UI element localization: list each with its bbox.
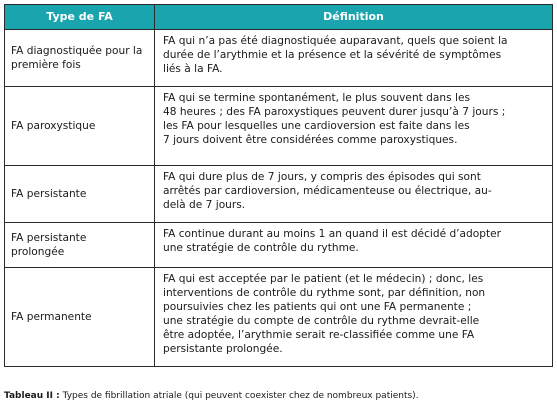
table-header-row	[5, 5, 553, 30]
table-caption	[4, 390, 419, 402]
definition-line: 7 jours doivent être considérées comme paroxystiques.	[163, 134, 458, 146]
table-row	[5, 268, 553, 367]
definition-line: 48 heures ; des FA paroxystiques peuvent durer jusqu’à 7 jours ;	[163, 106, 506, 118]
type-line: FA paroxystique	[11, 120, 96, 132]
definition-line: FA qui est acceptée par le patient (et le médecin) ; donc, les	[163, 273, 484, 285]
definition-line: les FA pour lesquelles une cardioversion est faite dans les	[163, 120, 470, 132]
type-line: FA diagnostiquée pour la	[11, 45, 143, 57]
definition-line: interventions de contrôle du rythme sont, par définition, non	[163, 287, 486, 299]
type-cell	[5, 30, 155, 87]
table-row	[5, 87, 553, 166]
definition-line: FA qui n’a pas été diagnostiquée auparavant, quels que soient la	[163, 35, 508, 47]
definition-cell	[155, 30, 553, 87]
af-types-table-container	[4, 4, 552, 367]
definition-line: FA qui se termine spontanément, le plus souvent dans les	[163, 92, 470, 104]
type-line: FA permanente	[11, 311, 92, 323]
type-cell	[5, 223, 155, 268]
definition-line: liés à la FA.	[163, 63, 223, 75]
type-cell	[5, 166, 155, 223]
definition-line: delà de 7 jours.	[163, 199, 246, 211]
af-types-table	[4, 4, 553, 367]
definition-line: une stratégie du compte de contrôle du rythme devrait-elle	[163, 315, 480, 327]
table-row	[5, 166, 553, 223]
definition-line: persistante prolongée.	[163, 343, 283, 355]
type-line: FA persistante	[11, 188, 87, 200]
definition-cell	[155, 166, 553, 223]
table-row	[5, 223, 553, 268]
caption-label: Tableau II :	[4, 391, 60, 401]
caption-text: Types de fibrillation atriale (qui peuvent coexister chez de nombreux patients).	[59, 391, 419, 401]
definition-line: être adoptée, l’arythmie serait re-classifiée comme une FA	[163, 329, 475, 341]
definition-line: arrêtés par cardioversion, médicamenteuse ou électrique, au-	[163, 185, 492, 197]
definition-line: une stratégie de contrôle du rythme.	[163, 242, 359, 254]
type-line: première fois	[11, 59, 81, 71]
header-definition: Définition	[155, 5, 553, 30]
type-cell	[5, 87, 155, 166]
definition-line: durée de l’arythmie et la présence et la sévérité de symptômes	[163, 49, 502, 61]
table-row	[5, 30, 553, 87]
definition-cell	[155, 268, 553, 367]
definition-cell	[155, 87, 553, 166]
type-cell	[5, 268, 155, 367]
type-line: FA persistante	[11, 232, 87, 244]
type-line: prolongée	[11, 246, 65, 258]
header-type: Type de FA	[5, 5, 155, 30]
definition-line: FA continue durant au moins 1 an quand il est décidé d’adopter	[163, 228, 501, 240]
definition-line: FA qui dure plus de 7 jours, y compris des épisodes qui sont	[163, 171, 481, 183]
definition-line: poursuivies chez les patients qui ont une FA permanente ;	[163, 301, 472, 313]
definition-cell	[155, 223, 553, 268]
